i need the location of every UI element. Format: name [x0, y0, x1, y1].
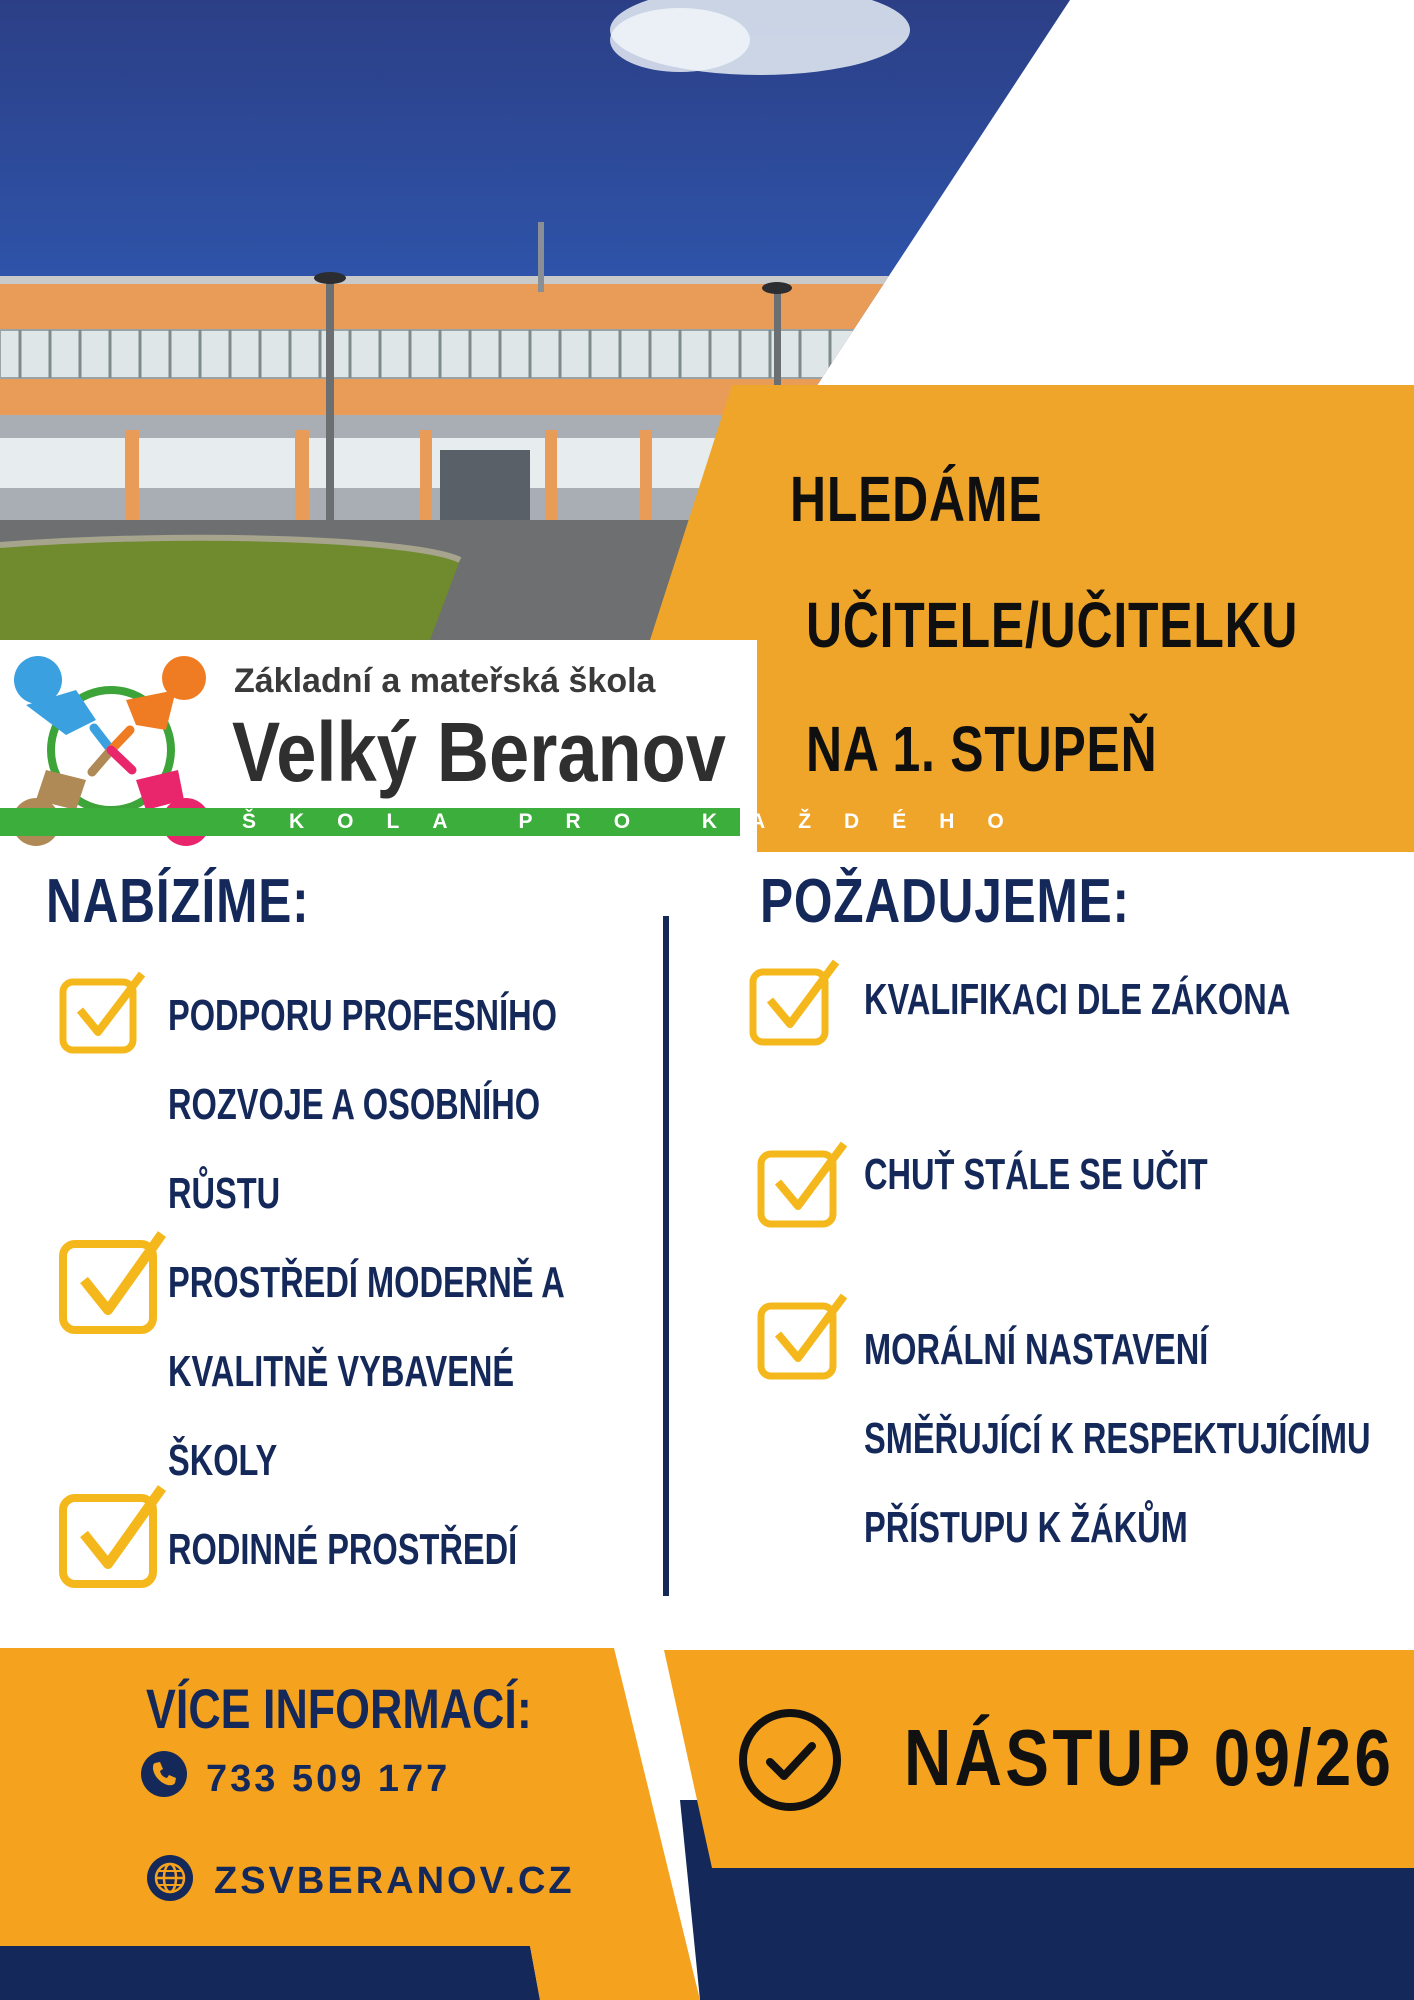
offer-item-3-line-1: RODINNÉ PROSTŘEDÍ — [168, 1525, 518, 1574]
require-item-1-line-1: KVALIFIKACI DLE ZÁKONA — [864, 975, 1291, 1024]
globe-icon — [146, 1854, 194, 1902]
contact-website[interactable]: ZSVBERANOV.CZ — [214, 1860, 575, 1902]
headline-line-1: HLEDÁME — [790, 463, 1043, 535]
require-title: POŽADUJEME: — [760, 867, 1130, 936]
offer-item-1-line-1: PODPORU PROFESNÍHO — [168, 991, 557, 1040]
offer-item-1-line-3: RŮSTU — [168, 1169, 281, 1218]
require-item-2-line-1: CHUŤ STÁLE SE UČIT — [864, 1150, 1208, 1199]
school-tagline: ŠKOLA PRO KAŽDÉHO — [242, 810, 1037, 833]
offer-item-1-line-2: ROZVOJE A OSOBNÍHO — [168, 1080, 541, 1129]
checkbox-icon — [756, 1140, 850, 1230]
offer-title: NABÍZÍME: — [46, 867, 310, 936]
contact-phone[interactable]: 733 509 177 — [206, 1758, 451, 1800]
check-circle-icon — [736, 1706, 844, 1814]
column-divider — [663, 916, 669, 1596]
offer-item-2-line-2: KVALITNĚ VYBAVENÉ — [168, 1347, 515, 1396]
offer-item-2-line-3: ŠKOLY — [168, 1436, 278, 1485]
phone-icon — [140, 1750, 188, 1798]
checkbox-icon — [58, 1228, 168, 1336]
checkbox-icon — [58, 1482, 168, 1590]
start-date: NÁSTUP 09/26 — [904, 1713, 1395, 1802]
headline-line-3: NA 1. STUPEŇ — [806, 713, 1158, 785]
headline-line-2: UČITELE/UČITELKU — [806, 589, 1299, 661]
require-item-3-line-1: MORÁLNÍ NASTAVENÍ — [864, 1325, 1209, 1374]
school-name-line-2: Velký Beranov — [232, 705, 726, 799]
require-item-3-line-2: SMĚŘUJÍCÍ K RESPEKTUJÍCÍMU — [864, 1414, 1371, 1463]
checkbox-icon — [58, 970, 148, 1056]
checkbox-icon — [748, 958, 842, 1048]
require-item-3-line-3: PŘÍSTUPU K ŽÁKŮM — [864, 1503, 1188, 1552]
checkbox-icon — [756, 1292, 850, 1382]
contact-title: VÍCE INFORMACÍ: — [146, 1677, 532, 1740]
school-name-line-1: Základní a mateřská škola — [234, 662, 656, 700]
offer-item-2-line-1: PROSTŘEDÍ MODERNĚ A — [168, 1258, 565, 1307]
